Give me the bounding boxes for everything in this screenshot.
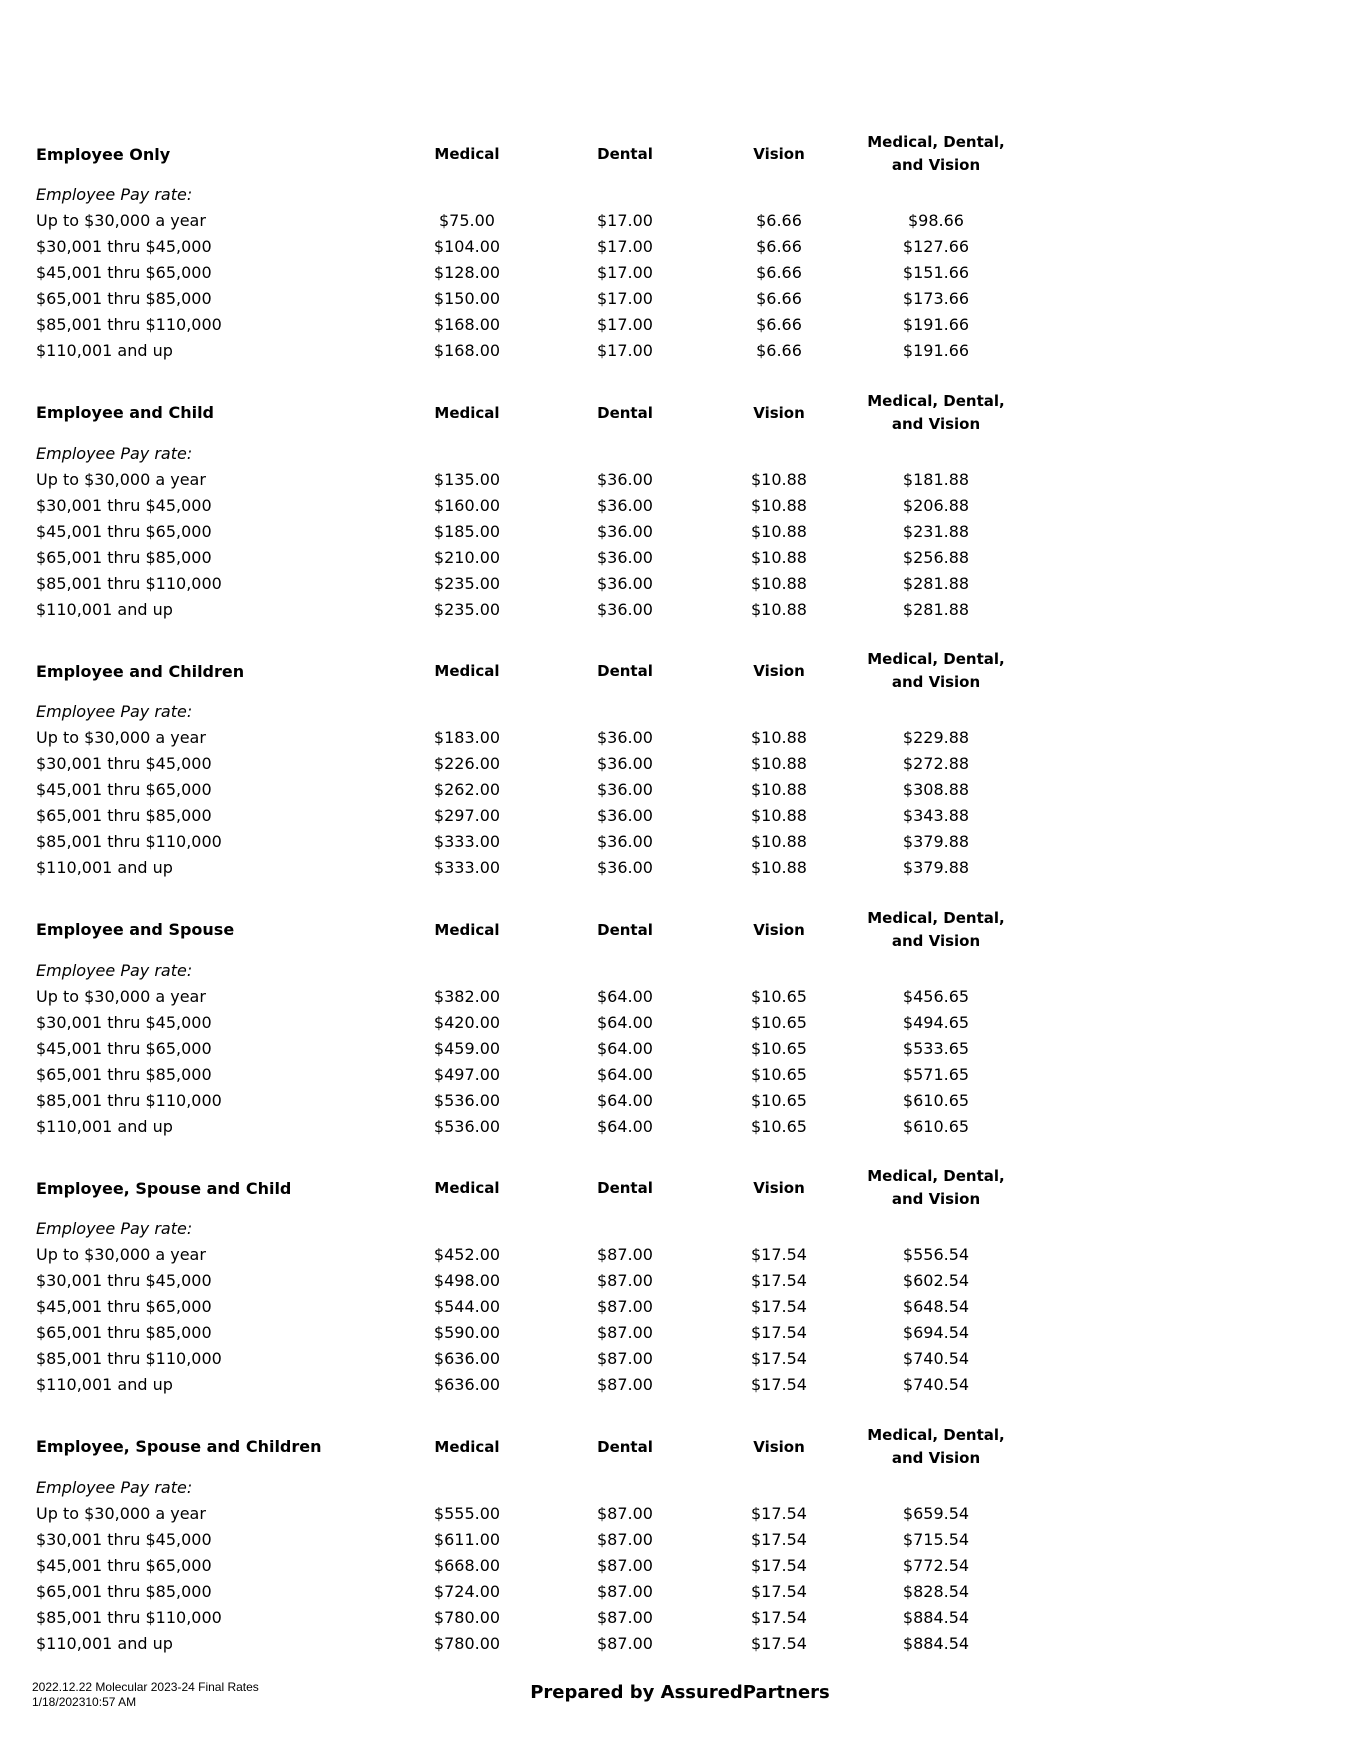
pay-range-cell: $65,001 thru $85,000 bbox=[36, 1323, 212, 1342]
coverage-tier-heading: Employee and Children bbox=[36, 661, 245, 681]
table-row bbox=[0, 1294, 1360, 1320]
combined-cell: $127.66 bbox=[902, 237, 970, 256]
dental-cell: $17.00 bbox=[597, 211, 653, 230]
table-row bbox=[0, 1268, 1360, 1294]
medical-cell: $536.00 bbox=[433, 1090, 501, 1110]
combined-cell: $533.65 bbox=[902, 1038, 970, 1058]
column-header-medical: Medical bbox=[434, 145, 500, 163]
vision-cell: $17.54 bbox=[751, 1529, 807, 1549]
column-header-combined: Medical, Dental, and Vision bbox=[867, 650, 1005, 691]
pay-range-cell: $85,001 thru $110,000 bbox=[36, 315, 222, 334]
dental-cell: $87.00 bbox=[597, 1503, 653, 1523]
combined-cell: $229.88 bbox=[902, 728, 970, 747]
medical-cell: $297.00 bbox=[433, 806, 501, 825]
vision-cell: $17.54 bbox=[751, 1607, 807, 1627]
table-row bbox=[0, 545, 1360, 571]
column-header-dental: Dental bbox=[597, 145, 653, 163]
table-row bbox=[0, 260, 1360, 286]
column-header-medical: Medical bbox=[434, 920, 500, 939]
vision-cell: $17.54 bbox=[751, 1245, 807, 1264]
medical-cell: $210.00 bbox=[433, 547, 501, 567]
table-row bbox=[0, 312, 1360, 338]
coverage-tier-heading: Employee Only bbox=[36, 144, 171, 164]
coverage-tier-heading: Employee, Spouse and Child bbox=[36, 1178, 292, 1198]
coverage-tier-heading: Employee and Child bbox=[36, 403, 214, 422]
pay-range-cell: $30,001 thru $45,000 bbox=[36, 1012, 212, 1032]
combined-cell: $231.88 bbox=[902, 521, 970, 541]
combined-cell: $191.66 bbox=[902, 341, 970, 360]
table-row bbox=[0, 829, 1360, 855]
medical-cell: $420.00 bbox=[433, 1012, 501, 1032]
vision-cell: $17.54 bbox=[751, 1633, 807, 1653]
vision-cell: $10.88 bbox=[751, 573, 807, 593]
pay-range-cell: Up to $30,000 a year bbox=[36, 211, 206, 230]
table-row bbox=[0, 1501, 1360, 1527]
dental-cell: $87.00 bbox=[597, 1607, 653, 1627]
dental-cell: $64.00 bbox=[597, 1116, 653, 1136]
vision-cell: $6.66 bbox=[756, 263, 802, 282]
vision-cell: $6.66 bbox=[756, 237, 802, 256]
column-header-vision: Vision bbox=[753, 662, 805, 680]
dental-cell: $17.00 bbox=[597, 289, 653, 308]
medical-cell: $497.00 bbox=[433, 1064, 501, 1084]
combined-cell: $884.54 bbox=[902, 1607, 970, 1627]
dental-cell: $36.00 bbox=[597, 495, 653, 515]
vision-cell: $17.54 bbox=[751, 1581, 807, 1601]
vision-cell: $6.66 bbox=[756, 289, 802, 308]
combined-cell: $659.54 bbox=[902, 1503, 970, 1523]
pay-range-cell: $65,001 thru $85,000 bbox=[36, 547, 212, 567]
table-row bbox=[0, 1631, 1360, 1657]
rate-section bbox=[0, 1162, 1360, 1418]
pay-range-cell: $85,001 thru $110,000 bbox=[36, 1090, 222, 1110]
pay-range-cell: $85,001 thru $110,000 bbox=[36, 573, 222, 593]
medical-cell: $128.00 bbox=[433, 263, 501, 282]
combined-cell: $610.65 bbox=[902, 1090, 970, 1110]
pay-rate-label: Employee Pay rate: bbox=[36, 1477, 193, 1497]
rate-section bbox=[0, 1421, 1360, 1677]
table-row bbox=[0, 725, 1360, 751]
pay-range-cell: $30,001 thru $45,000 bbox=[36, 1529, 212, 1549]
dental-cell: $17.00 bbox=[597, 315, 653, 334]
table-row bbox=[0, 1242, 1360, 1268]
pay-range-cell: $85,001 thru $110,000 bbox=[36, 832, 222, 851]
pay-range-cell: $45,001 thru $65,000 bbox=[36, 1038, 212, 1058]
pay-range-cell: $45,001 thru $65,000 bbox=[36, 1555, 212, 1575]
medical-cell: $333.00 bbox=[433, 832, 501, 851]
table-row bbox=[0, 208, 1360, 234]
vision-cell: $10.88 bbox=[751, 832, 807, 851]
combined-cell: $379.88 bbox=[902, 858, 970, 877]
rate-section bbox=[0, 904, 1360, 1160]
dental-cell: $87.00 bbox=[597, 1529, 653, 1549]
combined-cell: $308.88 bbox=[902, 780, 970, 799]
dental-cell: $64.00 bbox=[597, 1090, 653, 1110]
combined-cell: $772.54 bbox=[902, 1555, 970, 1575]
medical-cell: $168.00 bbox=[433, 315, 501, 334]
medical-cell: $333.00 bbox=[433, 858, 501, 877]
table-row bbox=[0, 984, 1360, 1010]
pay-range-cell: Up to $30,000 a year bbox=[36, 1245, 206, 1264]
dental-cell: $36.00 bbox=[597, 780, 653, 799]
table-row bbox=[0, 467, 1360, 493]
pay-range-cell: $45,001 thru $65,000 bbox=[36, 521, 212, 541]
column-header-dental: Dental bbox=[597, 662, 653, 680]
pay-range-cell: $65,001 thru $85,000 bbox=[36, 1581, 212, 1601]
pay-rate-label: Employee Pay rate: bbox=[36, 185, 193, 204]
table-row bbox=[0, 803, 1360, 829]
medical-cell: $185.00 bbox=[433, 521, 501, 541]
dental-cell: $87.00 bbox=[597, 1375, 653, 1394]
dental-cell: $36.00 bbox=[597, 806, 653, 825]
medical-cell: $544.00 bbox=[433, 1297, 501, 1316]
dental-cell: $87.00 bbox=[597, 1581, 653, 1601]
pay-range-cell: $45,001 thru $65,000 bbox=[36, 1297, 212, 1316]
pay-range-cell: $65,001 thru $85,000 bbox=[36, 806, 212, 825]
dental-cell: $36.00 bbox=[597, 832, 653, 851]
combined-cell: $740.54 bbox=[902, 1349, 970, 1368]
combined-cell: $715.54 bbox=[902, 1529, 970, 1549]
table-row bbox=[0, 1605, 1360, 1631]
vision-cell: $17.54 bbox=[751, 1323, 807, 1342]
vision-cell: $17.54 bbox=[751, 1297, 807, 1316]
medical-cell: $168.00 bbox=[433, 341, 501, 360]
dental-cell: $64.00 bbox=[597, 1038, 653, 1058]
dental-cell: $17.00 bbox=[597, 263, 653, 282]
medical-cell: $636.00 bbox=[433, 1375, 501, 1394]
table-row bbox=[0, 1088, 1360, 1114]
pay-rate-label: Employee Pay rate: bbox=[36, 443, 193, 463]
pay-range-cell: $110,001 and up bbox=[36, 1116, 173, 1136]
combined-cell: $281.88 bbox=[902, 573, 970, 593]
vision-cell: $10.88 bbox=[751, 495, 807, 515]
table-row bbox=[0, 855, 1360, 881]
vision-cell: $10.65 bbox=[751, 1064, 807, 1084]
footer-timestamp: 1/18/202310:57 AM bbox=[32, 1695, 137, 1709]
dental-cell: $36.00 bbox=[597, 599, 653, 619]
vision-cell: $10.88 bbox=[751, 521, 807, 541]
medical-cell: $555.00 bbox=[433, 1503, 501, 1523]
vision-cell: $17.54 bbox=[751, 1503, 807, 1523]
medical-cell: $590.00 bbox=[433, 1323, 501, 1342]
combined-cell: $98.66 bbox=[908, 211, 964, 230]
dental-cell: $87.00 bbox=[597, 1349, 653, 1368]
vision-cell: $10.65 bbox=[751, 986, 807, 1006]
pay-range-cell: $110,001 and up bbox=[36, 599, 173, 619]
pay-range-cell: $45,001 thru $65,000 bbox=[36, 780, 212, 799]
vision-cell: $6.66 bbox=[756, 315, 802, 334]
pay-range-cell: Up to $30,000 a year bbox=[36, 986, 206, 1006]
vision-cell: $10.88 bbox=[751, 806, 807, 825]
combined-cell: $272.88 bbox=[902, 754, 970, 773]
dental-cell: $87.00 bbox=[597, 1323, 653, 1342]
medical-cell: $135.00 bbox=[433, 469, 501, 489]
medical-cell: $780.00 bbox=[433, 1633, 501, 1653]
table-row bbox=[0, 1010, 1360, 1036]
table-row bbox=[0, 234, 1360, 260]
dental-cell: $36.00 bbox=[597, 547, 653, 567]
table-row bbox=[0, 286, 1360, 312]
combined-cell: $191.66 bbox=[902, 315, 970, 334]
vision-cell: $10.65 bbox=[751, 1012, 807, 1032]
combined-cell: $648.54 bbox=[902, 1297, 970, 1316]
combined-cell: $828.54 bbox=[902, 1581, 970, 1601]
medical-cell: $636.00 bbox=[433, 1349, 501, 1368]
dental-cell: $87.00 bbox=[597, 1555, 653, 1575]
combined-cell: $379.88 bbox=[902, 832, 970, 851]
column-header-dental: Dental bbox=[597, 1437, 653, 1456]
vision-cell: $17.54 bbox=[751, 1555, 807, 1575]
medical-cell: $452.00 bbox=[433, 1245, 501, 1264]
pay-rate-label: Employee Pay rate: bbox=[36, 1219, 193, 1238]
column-header-dental: Dental bbox=[597, 920, 653, 939]
dental-cell: $36.00 bbox=[597, 858, 653, 877]
combined-cell: $694.54 bbox=[902, 1323, 970, 1342]
pay-range-cell: $110,001 and up bbox=[36, 858, 173, 877]
column-header-vision: Vision bbox=[753, 403, 805, 422]
footer-prepared-by: Prepared by AssuredPartners bbox=[530, 1682, 830, 1703]
vision-cell: $10.88 bbox=[751, 858, 807, 877]
pay-range-cell: $85,001 thru $110,000 bbox=[36, 1607, 222, 1627]
column-header-combined: Medical, Dental, and Vision bbox=[867, 1425, 1005, 1467]
medical-cell: $724.00 bbox=[433, 1581, 501, 1601]
dental-cell: $36.00 bbox=[597, 469, 653, 489]
combined-cell: $343.88 bbox=[902, 806, 970, 825]
column-header-medical: Medical bbox=[434, 662, 500, 680]
dental-cell: $36.00 bbox=[597, 728, 653, 747]
medical-cell: $226.00 bbox=[433, 754, 501, 773]
dental-cell: $87.00 bbox=[597, 1245, 653, 1264]
medical-cell: $150.00 bbox=[433, 289, 501, 308]
vision-cell: $6.66 bbox=[756, 211, 802, 230]
combined-cell: $151.66 bbox=[902, 263, 970, 282]
column-header-vision: Vision bbox=[753, 145, 805, 163]
column-header-vision: Vision bbox=[753, 1179, 805, 1197]
medical-cell: $104.00 bbox=[433, 237, 501, 256]
column-header-combined: Medical, Dental, and Vision bbox=[867, 391, 1005, 433]
medical-cell: $235.00 bbox=[433, 573, 501, 593]
pay-range-cell: $65,001 thru $85,000 bbox=[36, 289, 212, 308]
dental-cell: $36.00 bbox=[597, 573, 653, 593]
table-row bbox=[0, 1579, 1360, 1605]
medical-cell: $183.00 bbox=[433, 728, 501, 747]
pay-range-cell: $30,001 thru $45,000 bbox=[36, 754, 212, 773]
medical-cell: $668.00 bbox=[433, 1555, 501, 1575]
medical-cell: $780.00 bbox=[433, 1607, 501, 1627]
pay-rate-label: Employee Pay rate: bbox=[36, 702, 193, 721]
pay-range-cell: $110,001 and up bbox=[36, 341, 173, 360]
medical-cell: $498.00 bbox=[433, 1271, 501, 1290]
combined-cell: $884.54 bbox=[902, 1633, 970, 1653]
medical-cell: $262.00 bbox=[433, 780, 501, 799]
medical-cell: $75.00 bbox=[439, 211, 495, 230]
table-row bbox=[0, 1346, 1360, 1372]
column-header-vision: Vision bbox=[753, 1437, 805, 1456]
pay-range-cell: $110,001 and up bbox=[36, 1633, 173, 1653]
table-row bbox=[0, 1036, 1360, 1062]
combined-cell: $181.88 bbox=[902, 469, 970, 489]
table-row bbox=[0, 1320, 1360, 1346]
table-row bbox=[0, 1062, 1360, 1088]
table-row bbox=[0, 597, 1360, 623]
table-row bbox=[0, 493, 1360, 519]
column-header-combined: Medical, Dental, and Vision bbox=[867, 1167, 1005, 1208]
table-row bbox=[0, 571, 1360, 597]
combined-cell: $173.66 bbox=[902, 289, 970, 308]
dental-cell: $87.00 bbox=[597, 1271, 653, 1290]
rate-section bbox=[0, 645, 1360, 901]
medical-cell: $160.00 bbox=[433, 495, 501, 515]
vision-cell: $10.88 bbox=[751, 469, 807, 489]
medical-cell: $611.00 bbox=[433, 1529, 501, 1549]
vision-cell: $10.65 bbox=[751, 1090, 807, 1110]
column-header-vision: Vision bbox=[753, 920, 805, 939]
dental-cell: $64.00 bbox=[597, 1012, 653, 1032]
pay-range-cell: Up to $30,000 a year bbox=[36, 1503, 206, 1523]
rate-section bbox=[0, 128, 1360, 384]
vision-cell: $6.66 bbox=[756, 341, 802, 360]
vision-cell: $17.54 bbox=[751, 1349, 807, 1368]
dental-cell: $36.00 bbox=[597, 754, 653, 773]
dental-cell: $87.00 bbox=[597, 1633, 653, 1653]
pay-range-cell: $65,001 thru $85,000 bbox=[36, 1064, 212, 1084]
vision-cell: $17.54 bbox=[751, 1271, 807, 1290]
footer-file-info bbox=[32, 1680, 259, 1710]
combined-cell: $610.65 bbox=[902, 1116, 970, 1136]
pay-range-cell: $45,001 thru $65,000 bbox=[36, 263, 212, 282]
pay-range-cell: $30,001 thru $45,000 bbox=[36, 237, 212, 256]
combined-cell: $602.54 bbox=[902, 1271, 970, 1290]
combined-cell: $206.88 bbox=[902, 495, 970, 515]
pay-range-cell: $30,001 thru $45,000 bbox=[36, 495, 212, 515]
vision-cell: $10.65 bbox=[751, 1038, 807, 1058]
table-row bbox=[0, 338, 1360, 364]
column-header-medical: Medical bbox=[434, 403, 500, 422]
dental-cell: $64.00 bbox=[597, 1064, 653, 1084]
combined-cell: $494.65 bbox=[902, 1012, 970, 1032]
pay-rate-label: Employee Pay rate: bbox=[36, 960, 193, 980]
table-row bbox=[0, 777, 1360, 803]
combined-cell: $256.88 bbox=[902, 547, 970, 567]
vision-cell: $10.88 bbox=[751, 728, 807, 747]
medical-cell: $235.00 bbox=[433, 599, 501, 619]
vision-cell: $10.88 bbox=[751, 547, 807, 567]
table-row bbox=[0, 751, 1360, 777]
table-row bbox=[0, 1553, 1360, 1579]
table-row bbox=[0, 1114, 1360, 1140]
dental-cell: $17.00 bbox=[597, 237, 653, 256]
column-header-medical: Medical bbox=[434, 1179, 500, 1197]
dental-cell: $87.00 bbox=[597, 1297, 653, 1316]
table-row bbox=[0, 1527, 1360, 1553]
coverage-tier-heading: Employee and Spouse bbox=[36, 920, 235, 939]
dental-cell: $36.00 bbox=[597, 521, 653, 541]
pay-range-cell: $30,001 thru $45,000 bbox=[36, 1271, 212, 1290]
rate-section bbox=[0, 387, 1360, 643]
dental-cell: $17.00 bbox=[597, 341, 653, 360]
vision-cell: $10.65 bbox=[751, 1116, 807, 1136]
pay-range-cell: Up to $30,000 a year bbox=[36, 469, 206, 489]
medical-cell: $536.00 bbox=[433, 1116, 501, 1136]
pay-range-cell: $110,001 and up bbox=[36, 1375, 173, 1394]
footer-file-name: 2022.12.22 Molecular 2023-24 Final Rates bbox=[32, 1680, 259, 1694]
pay-range-cell: Up to $30,000 a year bbox=[36, 728, 206, 747]
vision-cell: $10.88 bbox=[751, 780, 807, 799]
medical-cell: $382.00 bbox=[433, 986, 501, 1006]
table-row bbox=[0, 1372, 1360, 1398]
dental-cell: $64.00 bbox=[597, 986, 653, 1006]
combined-cell: $556.54 bbox=[902, 1245, 970, 1264]
combined-cell: $456.65 bbox=[902, 986, 970, 1006]
combined-cell: $740.54 bbox=[902, 1375, 970, 1394]
medical-cell: $459.00 bbox=[433, 1038, 501, 1058]
combined-cell: $571.65 bbox=[902, 1064, 970, 1084]
column-header-dental: Dental bbox=[597, 1179, 653, 1197]
column-header-combined: Medical, Dental, and Vision bbox=[867, 133, 1005, 174]
column-header-dental: Dental bbox=[597, 403, 653, 422]
vision-cell: $10.88 bbox=[751, 599, 807, 619]
vision-cell: $17.54 bbox=[751, 1375, 807, 1394]
vision-cell: $10.88 bbox=[751, 754, 807, 773]
coverage-tier-heading: Employee, Spouse and Children bbox=[36, 1437, 322, 1456]
column-header-combined: Medical, Dental, and Vision bbox=[867, 908, 1005, 950]
combined-cell: $281.88 bbox=[902, 599, 970, 619]
column-header-medical: Medical bbox=[434, 1437, 500, 1456]
table-row bbox=[0, 519, 1360, 545]
pay-range-cell: $85,001 thru $110,000 bbox=[36, 1349, 222, 1368]
